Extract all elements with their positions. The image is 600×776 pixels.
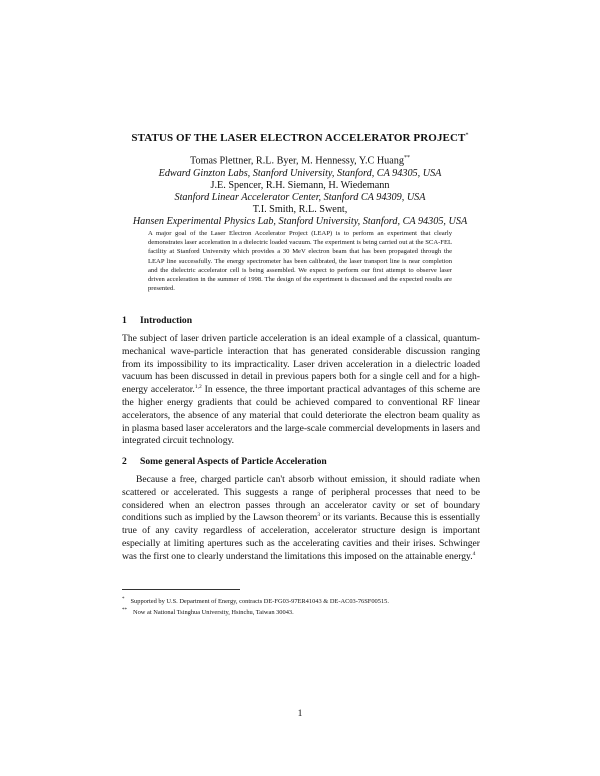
section-number: 1 <box>122 315 127 326</box>
affiliation-3: Hansen Experimental Physics Lab, Stanford University, Stanford, CA 94305, USA <box>132 216 468 228</box>
page-number: 1 <box>297 708 303 719</box>
citation-ref: 4 <box>472 550 476 557</box>
paper-title-text: STATUS OF THE LASER ELECTRON ACCELERATOR PROJECT <box>131 132 466 144</box>
section-heading-particle-acceleration <box>122 456 482 467</box>
citation-ref: 1,2 <box>194 384 202 390</box>
affiliation-2: Stanford Linear Accelerator Center, Stanford CA 94309, USA <box>174 192 426 203</box>
section2-text-part-2: or its variants. Because this is essentially true of any cavity regardless of acceleration, accelerator structure design is important especially at limiting apertures such as the accelerating cavities and their irises. Schwinger was the first one to clearly understand the limitations this imposed on the attainable energy. <box>122 512 480 562</box>
particle-acceleration-paragraph <box>122 474 480 564</box>
introduction-paragraph <box>122 333 480 448</box>
footnote <box>122 595 482 606</box>
intro-text-part-2: In essence, the three important practical advantages of this scheme are the higher energy gradients that could be achieved compared to conventional RF linear accelerators, the absence of any material that could deteriorate the electron beam quality as in plasma based laser accelerators and the large-scale commercial developments in lasers and integrated circuit technology. <box>122 384 480 447</box>
section2-text-part-1: Because a free, charged particle can't absorb without emission, it should radiate when scattered or accelerated. This suggests a range of peripheral processes that need to be considered when an electron passes through an accelerator cavity or set of boundary conditions such as implied by the Lawson theorem <box>122 474 480 524</box>
footnote-divider <box>122 589 240 590</box>
author-names-1: Tomas Plettner, R.L. Byer, M. Hennessy, Y.C Huang <box>190 155 404 167</box>
citation-ref: 3 <box>317 512 321 519</box>
author-line-3: T.I. Smith, R.L. Swent, <box>252 204 348 216</box>
author-block <box>100 152 500 229</box>
abstract: A major goal of the Laser Electron Accelerator Project (LEAP) is to perform an experiment that clearly demonstrates laser acceleration in a dielectric loaded vacuum. The experiment is being carried out at the SCA-FEL facility at Stanford University which provides a 30 MeV electron beam that has been propagated through the LEAP line successfully. The energy spectrometer has been calibrated, the laser transport line is near completion and the dielectric accelerator cell is being assembled. We expect to perform our first attempt to observe laser driven acceleration in the summer of 1998. The design of the experiment is discussed and the expected results are presented. <box>148 230 452 293</box>
affiliation-1: Edward Ginzton Labs, Stanford University, Stanford, CA 94305, USA <box>158 167 442 179</box>
footnote-mark: * <box>122 597 125 602</box>
section-title: Some general Aspects of Particle Acceleration <box>140 456 327 467</box>
section-heading-introduction <box>122 315 482 326</box>
author-line-2: J.E. Spencer, R.H. Siemann, H. Wiedemann <box>210 179 390 191</box>
footnote <box>122 606 482 617</box>
author-line-1 <box>100 152 500 168</box>
intro-text-part-1: The subject of laser driven particle acceleration is an ideal example of a classical, quantum-mechanical wave-particle interaction that has generated considerable discussion ranging from its impossibility to its impracticality. Laser driven acceleration in a dielectric loaded vacuum has been discussed in detail in previous papers both for a single cell and for a high-energy accelerator. <box>122 333 480 396</box>
author-footnote-mark: ** <box>404 155 410 161</box>
section-number: 2 <box>122 456 127 467</box>
footnote-text: Now at National Tsinghua University, Hsinchu, Taiwan 30043. <box>133 609 294 617</box>
paper-title <box>100 132 500 144</box>
footnote-mark: ** <box>122 608 127 614</box>
section-title: Introduction <box>140 315 193 326</box>
title-footnote-mark: * <box>465 132 469 139</box>
footnote-text: Supported by U.S. Department of Energy, contracts DE-FG03-97ER41043 & DE-AC03-76SF00515. <box>130 598 389 606</box>
footnotes <box>122 595 482 617</box>
